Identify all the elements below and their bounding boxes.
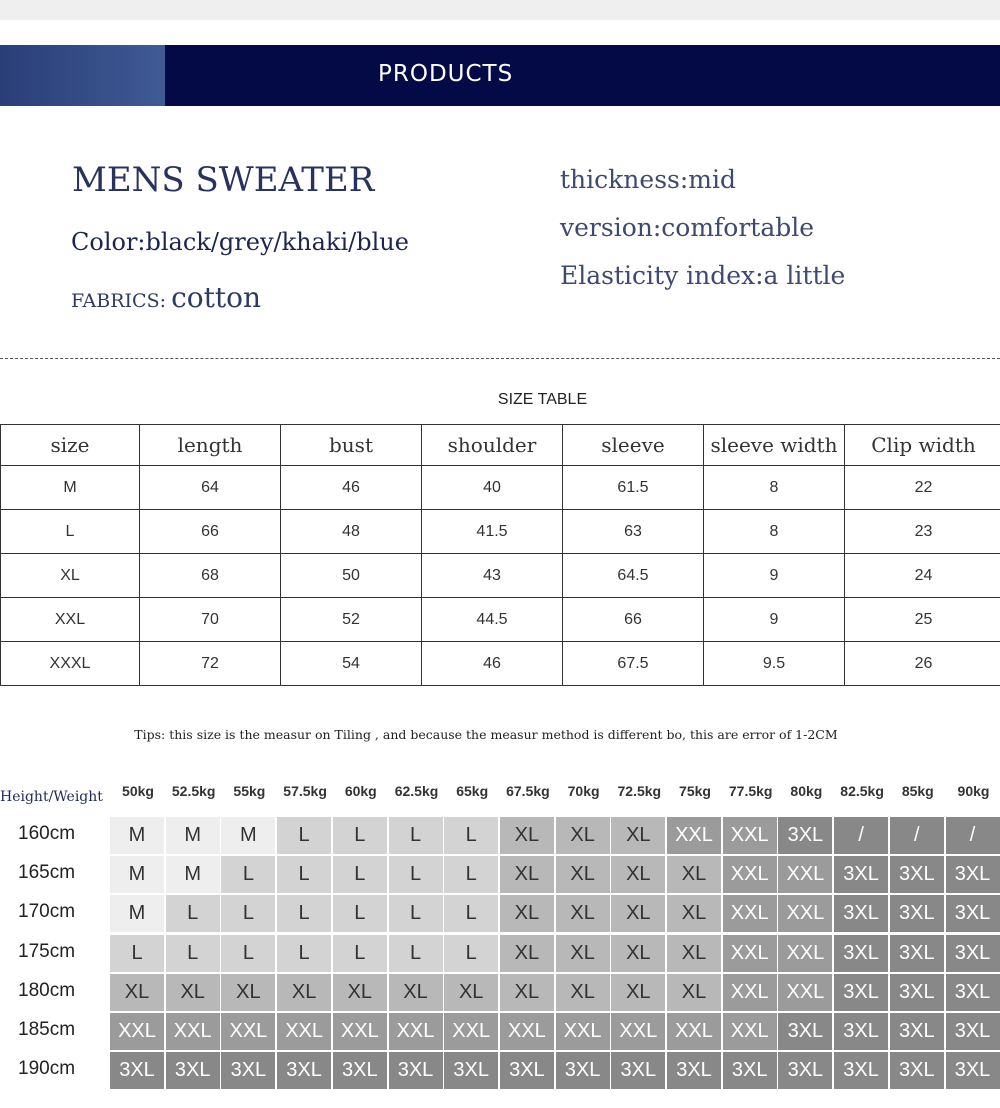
size-grid-cell: XXL (667, 817, 721, 854)
height-label: 165cm (18, 862, 76, 884)
size-table-title: SIZE TABLE (497, 391, 588, 408)
size-grid-cell: L (221, 895, 275, 932)
size-grid-cell: L (389, 856, 443, 893)
height-label: 180cm (18, 979, 76, 1001)
header-sleeve: sleeve (563, 425, 704, 466)
weight-label: 60kg (344, 783, 377, 799)
size-grid-cell: M (166, 817, 220, 854)
size-grid-cell: 3XL (946, 856, 1000, 893)
table-cell: 68 (140, 554, 281, 598)
size-grid-cell: 3XL (834, 895, 888, 932)
size-grid-cell: XXL (778, 974, 832, 1011)
size-table-header-row (1, 425, 1000, 466)
size-grid-cell: XL (500, 974, 554, 1011)
size-grid-cell: XL (221, 974, 275, 1011)
size-grid-cell: 3XL (834, 974, 888, 1011)
table-row (1, 466, 1000, 510)
size-grid-cell: L (389, 935, 443, 972)
weight-label: 52.5kg (171, 783, 216, 799)
header-sleeve-width: sleeve width (704, 425, 845, 466)
height-label: 160cm (18, 823, 76, 844)
table-cell: XXL (1, 598, 140, 642)
size-grid-cell: / (890, 817, 944, 854)
size-grid-cell: XL (611, 856, 665, 893)
size-grid-cell: 3XL (946, 1052, 1000, 1089)
table-cell: M (1, 466, 140, 510)
size-grid-cell: 3XL (834, 935, 888, 972)
product-thickness: thickness:mid (560, 165, 736, 194)
height-label: 170cm (18, 901, 76, 923)
product-version: version:comfortable (560, 213, 815, 242)
size-grid-cell: L (166, 895, 220, 932)
table-cell: 54 (281, 642, 422, 686)
table-cell: 41.5 (422, 510, 563, 554)
size-grid-cell: 3XL (834, 856, 888, 893)
size-grid-cell: XXL (389, 1013, 443, 1050)
size-grid-cell: 3XL (723, 1052, 777, 1089)
size-grid-cell: XL (110, 974, 164, 1011)
size-grid-cell: 3XL (444, 1052, 498, 1089)
size-grid-cell: XXL (333, 1013, 387, 1050)
banner-title: PRODUCTS (378, 61, 514, 87)
table-cell: 8 (704, 466, 845, 510)
header-length: length (140, 425, 281, 466)
size-grid-cell: L (389, 817, 443, 854)
table-cell: 46 (281, 466, 422, 510)
fabrics-label: FABRICS: (71, 290, 166, 312)
size-grid-cell: L (333, 895, 387, 932)
weight-label: 70kg (567, 783, 600, 799)
size-grid-cell: L (444, 895, 498, 932)
size-grid-cell: 3XL (834, 1052, 888, 1089)
size-grid-cell: XXL (500, 1013, 554, 1050)
size-grid-cell: 3XL (110, 1052, 164, 1089)
height-label: 190cm (18, 1058, 76, 1080)
size-grid-cell: XXL (723, 974, 777, 1011)
size-grid-cell: XL (611, 935, 665, 972)
size-grid-cell: XXL (444, 1013, 498, 1050)
size-grid-cell: XL (556, 895, 610, 932)
size-grid-cell: 3XL (946, 1013, 1000, 1050)
size-grid-cell: M (110, 817, 164, 854)
table-cell: 67.5 (563, 642, 704, 686)
size-tips: Tips: this size is the measur on Tiling , and because the measur method is different bo, this are error of 1-2CM (134, 727, 838, 742)
size-grid-cell: L (333, 856, 387, 893)
weight-label: 62.5kg (394, 783, 439, 799)
size-grid-cell: XL (667, 935, 721, 972)
height-label: 175cm (18, 940, 76, 962)
size-grid-cell: L (221, 935, 275, 972)
size-grid-cell: 3XL (946, 935, 1000, 972)
table-cell: 46 (422, 642, 563, 686)
size-grid-cell: L (277, 817, 331, 854)
size-grid-cell: 3XL (778, 1052, 832, 1089)
table-cell: 70 (140, 598, 281, 642)
size-grid-cell: XL (444, 974, 498, 1011)
table-cell: XXXL (1, 642, 140, 686)
table-cell: 8 (704, 510, 845, 554)
size-grid-cell: XXL (556, 1013, 610, 1050)
table-cell: 64 (140, 466, 281, 510)
height-weight-corner-label: Height/Weight (0, 789, 103, 805)
size-grid-cell: L (333, 817, 387, 854)
size-grid-cell: XL (500, 935, 554, 972)
table-cell: 9 (704, 554, 845, 598)
weight-label: 75kg (679, 783, 711, 799)
table-cell: 26 (845, 642, 1000, 686)
size-grid-cell: 3XL (890, 935, 944, 972)
weight-label: 50kg (122, 783, 154, 799)
size-grid-cell: XL (667, 856, 721, 893)
table-cell: 22 (845, 466, 1000, 510)
weight-label: 77.5kg (728, 783, 773, 799)
size-grid-cell: 3XL (946, 895, 1000, 932)
size-grid-cell: 3XL (500, 1052, 554, 1089)
size-grid-cell: XXL (723, 895, 777, 932)
height-label: 185cm (18, 1019, 76, 1040)
size-grid-cell: 3XL (277, 1052, 331, 1089)
size-grid-cell: M (110, 895, 164, 932)
fabrics-value: cotton (171, 281, 262, 314)
size-grid-cell: XL (389, 974, 443, 1011)
table-cell: 72 (140, 642, 281, 686)
table-cell: 23 (845, 510, 1000, 554)
header-size: size (1, 425, 140, 466)
size-grid-cell: XL (556, 856, 610, 893)
table-row (1, 598, 1000, 642)
size-grid-cell: XXL (166, 1013, 220, 1050)
header-shoulder: shoulder (422, 425, 563, 466)
size-grid-cell: 3XL (890, 1052, 944, 1089)
product-name: MENS SWEATER (72, 160, 375, 200)
table-cell: 9 (704, 598, 845, 642)
size-grid-cell: L (444, 856, 498, 893)
size-grid-cell: XL (166, 974, 220, 1011)
size-grid-cell: L (277, 895, 331, 932)
size-grid-cell: 3XL (221, 1052, 275, 1089)
table-cell: 63 (563, 510, 704, 554)
size-grid-cell: XL (500, 895, 554, 932)
weight-label: 72.5kg (617, 783, 662, 799)
size-grid-cell: XL (500, 856, 554, 893)
table-cell: 52 (281, 598, 422, 642)
size-grid-cell: M (221, 817, 275, 854)
products-banner (0, 45, 1000, 106)
size-grid-cell: 3XL (556, 1052, 610, 1089)
size-grid-cell: 3XL (611, 1052, 665, 1089)
size-grid-cell: L (110, 935, 164, 972)
size-grid-cell: M (166, 856, 220, 893)
size-grid-cell: XXL (723, 935, 777, 972)
size-grid-cell: L (444, 817, 498, 854)
size-grid-cell: XXL (221, 1013, 275, 1050)
table-row (1, 642, 1000, 686)
size-grid-cell: 3XL (389, 1052, 443, 1089)
size-grid-cell: XXL (110, 1013, 164, 1050)
table-cell: 43 (422, 554, 563, 598)
size-grid-cell: L (277, 935, 331, 972)
size-grid-cell: XL (611, 895, 665, 932)
size-grid-cell: L (444, 935, 498, 972)
size-grid-cell: XXL (778, 856, 832, 893)
product-color: Color:black/grey/khaki/blue (71, 228, 409, 256)
table-cell: 64.5 (563, 554, 704, 598)
size-grid-cell: XXL (778, 895, 832, 932)
size-grid-cell: L (389, 895, 443, 932)
size-grid-cell: XL (500, 817, 554, 854)
size-grid-cell: M (110, 856, 164, 893)
table-cell: 66 (563, 598, 704, 642)
section-divider (0, 358, 1000, 359)
size-grid-cell: XL (333, 974, 387, 1011)
size-grid-cell: XXL (611, 1013, 665, 1050)
header-bust: bust (281, 425, 422, 466)
size-grid-cell: / (834, 817, 888, 854)
size-grid-cell: XXL (723, 856, 777, 893)
size-table (0, 424, 1000, 686)
size-grid-cell: XL (611, 974, 665, 1011)
size-grid-cell: 3XL (890, 895, 944, 932)
size-grid-cell: 3XL (778, 1013, 832, 1050)
size-grid-cell: L (333, 935, 387, 972)
size-grid-cell: 3XL (890, 1013, 944, 1050)
weight-label: 90kg (957, 783, 990, 799)
table-cell: 48 (281, 510, 422, 554)
table-cell: 40 (422, 466, 563, 510)
top-band (0, 0, 1000, 20)
size-grid-cell: XXL (277, 1013, 331, 1050)
size-grid-cell: XXL (723, 1013, 777, 1050)
table-cell: 61.5 (563, 466, 704, 510)
table-cell: 24 (845, 554, 1000, 598)
size-grid-cell: XL (556, 817, 610, 854)
table-cell: L (1, 510, 140, 554)
table-cell: 44.5 (422, 598, 563, 642)
size-grid-cell: L (277, 856, 331, 893)
weight-label: 65kg (456, 783, 489, 799)
banner-accent (0, 45, 165, 106)
size-grid-cell: XL (556, 935, 610, 972)
size-grid-cell: XL (611, 817, 665, 854)
table-cell: XL (1, 554, 140, 598)
size-grid-cell: 3XL (946, 974, 1000, 1011)
table-cell: 66 (140, 510, 281, 554)
header-clip-width: Clip width (845, 425, 1000, 466)
size-grid-cell: / (946, 817, 1000, 854)
weight-label: 82.5kg (840, 783, 884, 799)
size-grid-cell: XXL (667, 1013, 721, 1050)
size-grid-cell: 3XL (778, 817, 832, 854)
weight-label: 57.5kg (283, 783, 327, 799)
size-grid-cell: 3XL (890, 856, 944, 893)
size-grid-cell: 3XL (890, 974, 944, 1011)
product-elasticity: Elasticity index:a little (560, 261, 846, 290)
size-grid-cell: XXL (778, 935, 832, 972)
size-grid-cell: L (166, 935, 220, 972)
size-grid-cell: XXL (723, 817, 777, 854)
size-grid-cell: XL (667, 974, 721, 1011)
product-fabrics (71, 281, 261, 314)
table-cell: 25 (845, 598, 1000, 642)
weight-label: 80kg (790, 783, 823, 799)
size-grid-cell: L (221, 856, 275, 893)
size-grid-cell: 3XL (834, 1013, 888, 1050)
weight-label: 55kg (233, 783, 266, 799)
weight-label: 85kg (901, 783, 934, 799)
table-row (1, 510, 1000, 554)
size-grid-cell: XL (667, 895, 721, 932)
weight-label: 67.5kg (506, 783, 550, 799)
size-grid-cell: 3XL (667, 1052, 721, 1089)
table-row (1, 554, 1000, 598)
size-grid-cell: XL (277, 974, 331, 1011)
size-grid-cell: 3XL (333, 1052, 387, 1089)
table-cell: 50 (281, 554, 422, 598)
size-grid-cell: 3XL (166, 1052, 220, 1089)
size-grid-cell: XL (556, 974, 610, 1011)
table-cell: 9.5 (704, 642, 845, 686)
